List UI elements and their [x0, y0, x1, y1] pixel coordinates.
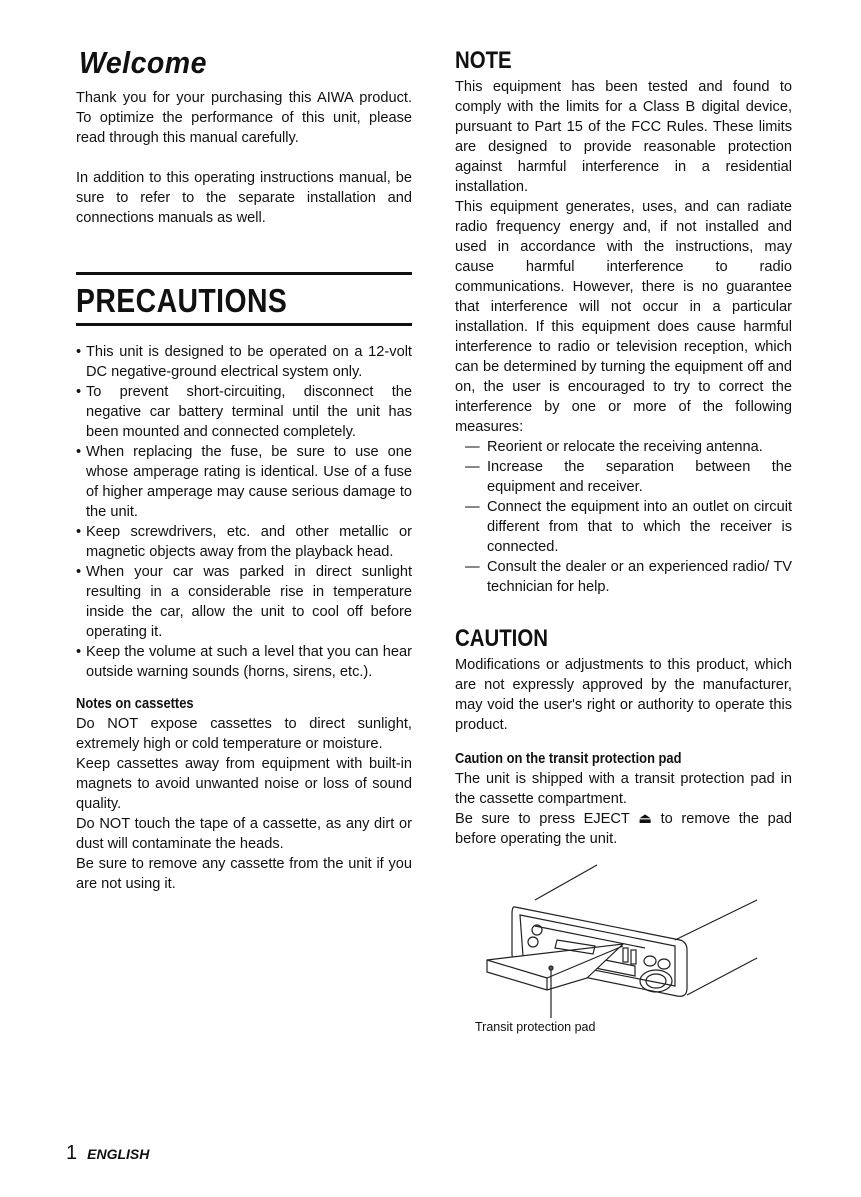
list-item: — Connect the equipment into an outlet on circuit different from that to which the receiver is connected.: [465, 497, 792, 557]
caution-paragraph: Modifications or adjustments to this product, which are not expressly approved by the manufacturer, may void the user's right or authority to operate this product.: [455, 657, 792, 733]
transit-pad-figure: [475, 860, 775, 1050]
measures-list: [455, 437, 792, 597]
cassettes-paragraph: Do NOT expose cassettes to direct sunlight, extremely high or cold temperature or moisture.: [76, 716, 412, 752]
car-stereo-illustration-icon: [475, 860, 775, 1020]
page-footer: [66, 1142, 149, 1165]
right-column: [455, 47, 792, 849]
welcome-title: Welcome: [79, 45, 207, 80]
precautions-list: [76, 342, 412, 682]
transit-subheading: Caution on the transit protection pad: [455, 750, 682, 767]
transit-paragraph: Be sure to press EJECT ⏏ to remove the pad before operating the unit.: [455, 811, 792, 847]
list-item: • When your car was parked in direct sunlight resulting in a considerable rise in temperature inside the car, allow the unit to cool off before operating it.: [76, 562, 412, 642]
transit-paragraph: The unit is shipped with a transit protection pad in the cassette compartment.: [455, 771, 792, 807]
welcome-paragraph: In addition to this operating instructions manual, be sure to refer to the separate installation and connections manuals as well.: [76, 170, 412, 226]
welcome-paragraph: Thank you for your purchasing this AIWA product. To optimize the performance of this unit, please read through this manual carefully.: [76, 90, 412, 146]
list-item: — Consult the dealer or an experienced radio/ TV technician for help.: [465, 557, 792, 597]
list-item: • When replacing the fuse, be sure to use one whose amperage rating is identical. Use of a fuse of higher amperage may cause serious damage to the unit.: [76, 442, 412, 522]
note-paragraph: This equipment generates, uses, and can radiate radio frequency energy and, if not installed and used in accordance with the instructions, may cause harmful interference to radio communications. However, there is no guarantee that interference will not occur in a particular installation. If this equipment does cause harmful interference to radio or television reception, which can be determined by turning the equipment off and on, the user is encouraged to try to correct the interference by one or more of the following measures:: [455, 199, 792, 435]
list-item: — Reorient or relocate the receiving antenna.: [465, 437, 792, 457]
list-item: • Keep the volume at such a level that you can hear outside warning sounds (horns, sirens, etc.).: [76, 642, 412, 682]
left-column: [76, 44, 412, 894]
language-label: ENGLISH: [87, 1146, 150, 1162]
list-item: — Increase the separation between the equipment and receiver.: [465, 457, 792, 497]
figure-caption: Transit protection pad: [475, 1020, 596, 1034]
cassettes-subheading: Notes on cassettes: [76, 695, 194, 712]
caution-title: CAUTION: [455, 625, 548, 652]
list-item: • This unit is designed to be operated on a 12-volt DC negative-ground electrical system only.: [76, 342, 412, 382]
note-paragraph: This equipment has been tested and found to comply with the limits for a Class B digital device, pursuant to Part 15 of the FCC Rules. These limits are designed to provide reasonable protection against harmful interference in a residential installation.: [455, 79, 792, 195]
page-number: 1: [66, 1142, 78, 1164]
cassettes-paragraph: Keep cassettes away from equipment with built-in magnets to avoid unwanted noise or loss of sound quality.: [76, 756, 412, 812]
list-item: • To prevent short-circuiting, disconnect the negative car battery terminal until the unit has been mounted and connected completely.: [76, 382, 412, 442]
cassettes-paragraph: Do NOT touch the tape of a cassette, as any dirt or dust will contaminate the heads.: [76, 816, 412, 852]
cassettes-paragraph: Be sure to remove any cassette from the unit if you are not using it.: [76, 856, 412, 892]
precautions-heading-block: [76, 272, 412, 326]
note-title: NOTE: [455, 47, 512, 74]
list-item: • Keep screwdrivers, etc. and other metallic or magnetic objects away from the playback head.: [76, 522, 412, 562]
precautions-title: PRECAUTIONS: [76, 282, 288, 319]
